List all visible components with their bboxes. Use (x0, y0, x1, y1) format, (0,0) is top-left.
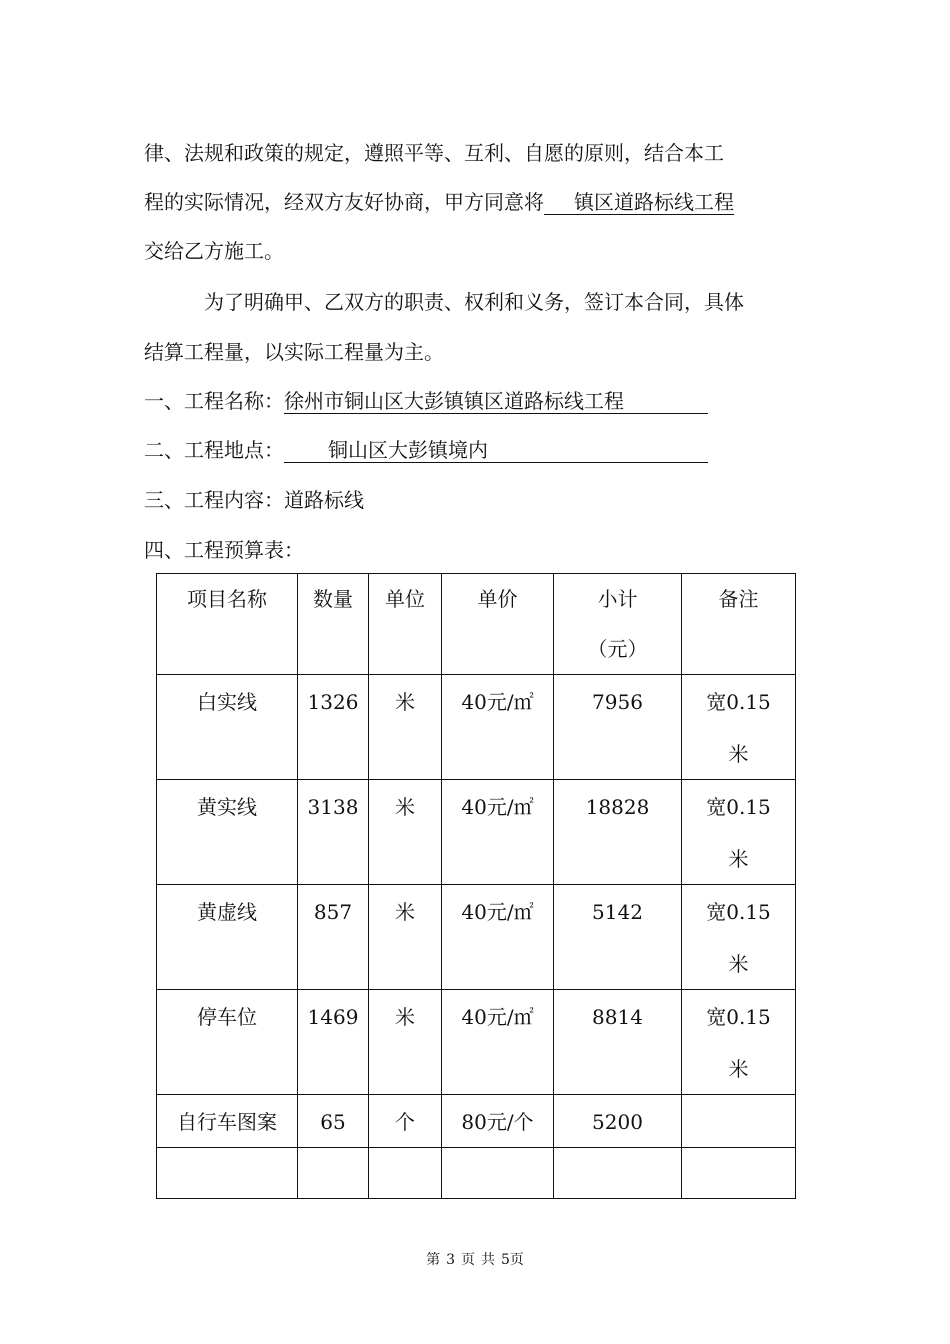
table-cell (369, 1148, 442, 1199)
footer-text: 第 (426, 1252, 441, 1268)
table-header-row (157, 574, 796, 675)
table-cell: 5142 (554, 885, 682, 990)
table-cell (554, 1148, 682, 1199)
header-cell: 小计 （元） (554, 574, 682, 675)
table-cell (298, 1148, 369, 1199)
label: 二、工程地点： (144, 438, 284, 462)
table-cell: 米 (369, 675, 442, 780)
project-location-value: 铜山区大彭镇境内 (328, 438, 488, 462)
table-cell: 1469 (298, 990, 369, 1095)
footer-total-pages: 5页 (501, 1252, 524, 1268)
table-row (157, 990, 796, 1095)
table-cell: 40元/㎡ (442, 780, 554, 885)
table-cell: 宽0.15 米 (682, 885, 796, 990)
header-cell: 备注 (682, 574, 796, 675)
table-cell: 40元/㎡ (442, 990, 554, 1095)
table-cell: 黄实线 (157, 780, 298, 885)
table-cell: 自行车图案 (157, 1095, 298, 1148)
table-cell: 8814 (554, 990, 682, 1095)
table-cell: 18828 (554, 780, 682, 885)
budget-table (156, 573, 796, 1199)
table-cell: 40元/㎡ (442, 885, 554, 990)
label: 四、工程预算表： (144, 538, 304, 562)
table-cell: 5200 (554, 1095, 682, 1148)
text: 交给乙方施工。 (144, 239, 284, 263)
table-cell: 宽0.15 米 (682, 780, 796, 885)
page-footer (0, 1251, 950, 1269)
table-row (157, 675, 796, 780)
table-cell: 白实线 (157, 675, 298, 780)
project-name-line (144, 387, 708, 415)
label: 三、工程内容： (144, 488, 284, 512)
table-cell: 65 (298, 1095, 369, 1148)
text: 程的实际情况，经双方友好协商，甲方同意将 (144, 190, 544, 214)
header-cell: 单位 (369, 574, 442, 675)
footer-text: 页 (461, 1252, 475, 1268)
footer-text: 共 (481, 1252, 495, 1268)
paragraph-line (204, 288, 744, 316)
table-cell: 40元/㎡ (442, 675, 554, 780)
header-cell: 项目名称 (157, 574, 298, 675)
paragraph-line (144, 188, 734, 216)
header-cell: 单价 (442, 574, 554, 675)
project-name-underline (284, 389, 708, 414)
budget-label-line (144, 536, 304, 564)
paragraph-line (144, 237, 284, 265)
table-row (157, 885, 796, 990)
table-cell: 停车位 (157, 990, 298, 1095)
text: 结算工程量，以实际工程量为主。 (144, 340, 444, 364)
project-content-line (144, 486, 364, 514)
footer-page-number: 3 (446, 1252, 455, 1268)
paragraph-line (144, 139, 724, 167)
table-cell: 857 (298, 885, 369, 990)
table-cell: 80元/个 (442, 1095, 554, 1148)
table-cell (157, 1148, 298, 1199)
text: 律、法规和政策的规定，遵照平等、互利、自愿的原则，结合本工 (144, 141, 724, 165)
table-cell (682, 1095, 796, 1148)
table-row (157, 780, 796, 885)
project-underline (544, 190, 734, 215)
project-name: 镇区道路标线工程 (574, 190, 734, 214)
project-name-value: 徐州市铜山区大彭镇镇区道路标线工程 (284, 389, 624, 413)
table-cell: 1326 (298, 675, 369, 780)
table-cell: 宽0.15 米 (682, 675, 796, 780)
table-cell (442, 1148, 554, 1199)
label: 一、工程名称： (144, 389, 284, 413)
project-content-value: 道路标线 (284, 488, 364, 512)
project-location-line (144, 436, 708, 464)
table-row (157, 1095, 796, 1148)
table-cell: 黄虚线 (157, 885, 298, 990)
table-cell: 米 (369, 990, 442, 1095)
table-cell: 米 (369, 885, 442, 990)
table-cell: 个 (369, 1095, 442, 1148)
table-cell: 米 (369, 780, 442, 885)
header-cell: 数量 (298, 574, 369, 675)
table-cell: 宽0.15 米 (682, 990, 796, 1095)
table-cell: 7956 (554, 675, 682, 780)
table-row-empty (157, 1148, 796, 1199)
table-cell (682, 1148, 796, 1199)
table-cell: 3138 (298, 780, 369, 885)
paragraph-line (144, 338, 444, 366)
project-location-underline (284, 438, 708, 463)
text: 为了明确甲、乙双方的职责、权利和义务，签订本合同，具体 (204, 290, 744, 314)
